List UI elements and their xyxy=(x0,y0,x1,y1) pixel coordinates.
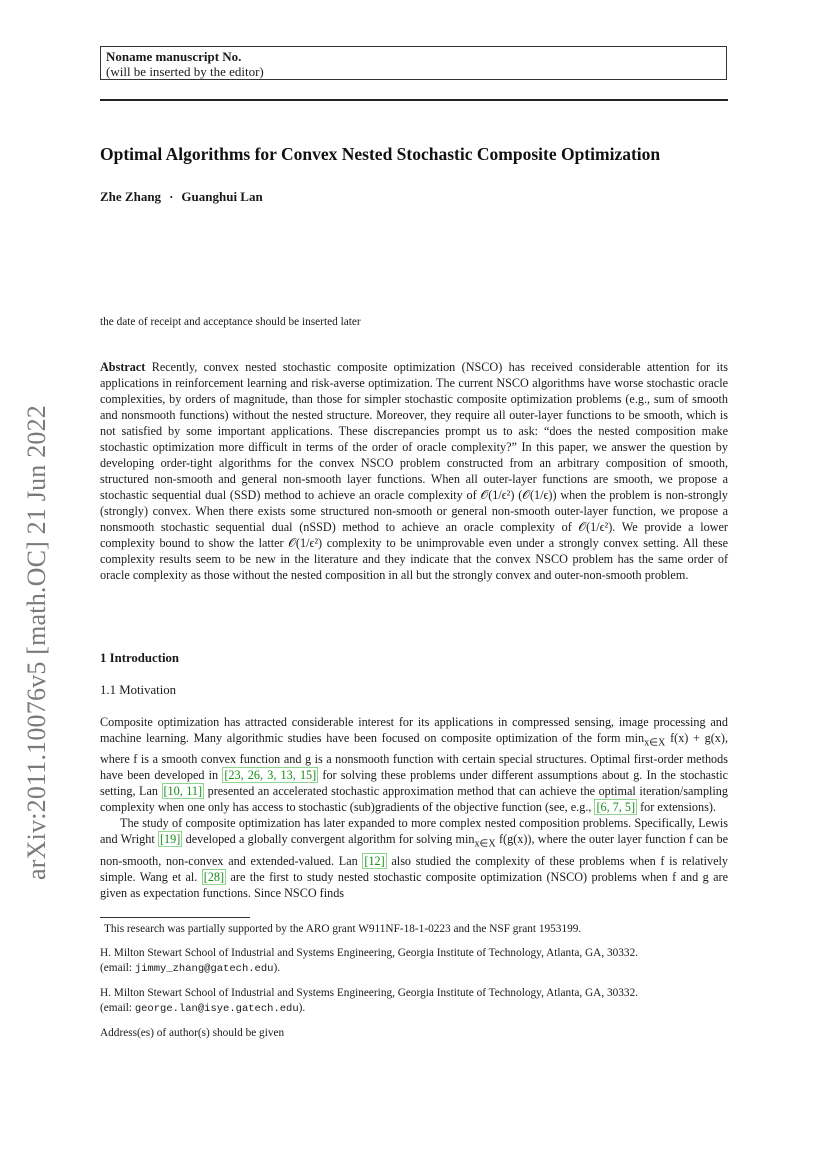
paper-title: Optimal Algorithms for Convex Nested Stochastic Composite Optimization xyxy=(100,144,661,164)
email-prefix: (email: xyxy=(100,962,135,974)
author-separator: · xyxy=(169,189,174,204)
affiliation-text: H. Milton Stewart School of Industrial and Systems Engineering, Georgia Institute of Technology, Atlanta, GA, 30332. xyxy=(100,947,639,959)
manuscript-number: Noname manuscript No. xyxy=(106,49,242,64)
citation-link[interactable]: [10, 11] xyxy=(163,784,203,799)
email-suffix: ). xyxy=(273,962,281,974)
email-suffix: ). xyxy=(298,1002,306,1014)
text-run: developed a globally convergent algorithm for solving min xyxy=(182,832,475,847)
text-run: are the first to study nested stochastic composite optimization (NSCO) problems when f and g are given as expectation functions. Since NSCO finds xyxy=(100,869,728,900)
email-line xyxy=(100,961,728,977)
text-run: The study of composite optimization has later expanded to more complex nested composition problems. Specifically, Lewis and Wright xyxy=(100,816,728,847)
header-rule xyxy=(100,99,728,101)
paragraph-2 xyxy=(100,815,728,900)
subscript: x∈X xyxy=(474,838,496,850)
citation-link[interactable]: [28] xyxy=(203,869,225,884)
citation-link[interactable]: [6, 7, 5] xyxy=(596,800,636,815)
receipt-note: the date of receipt and acceptance should be inserted later xyxy=(100,316,361,328)
subsection-heading: 1.1 Motivation xyxy=(100,683,177,697)
text-run: f(x) + g(x), where f is a smooth convex function and g is a nonsmooth function with certain special structures. Optimal first-order methods have been developed in xyxy=(100,731,728,783)
text-run: for solving these problems under different assumptions about g. In the stochastic setting, Lan xyxy=(100,768,728,799)
affiliation-text: H. Milton Stewart School of Industrial and Systems Engineering, Georgia Institute of Technology, Atlanta, GA, 30332. xyxy=(100,987,639,999)
abstract-text: Recently, convex nested stochastic composite optimization (NSCO) has received considerable attention for its applications in reinforcement learning and risk-averse optimization. The current NSCO algorithms have worse stochastic oracle complexities, by orders of magnitude, than those for simpler stochastic composite optimization problems (e.g., sum of smooth and nonsmooth functions) without the nested structure. Moreover, they require all outer-layer functions to be smooth, which is not satisfied by some important applications. These discrepancies prompt us to ask: “does the nested composition make stochastic optimization more difficult in terms of the order of oracle complexity?” In this paper, we answer the question by developing order-tight algorithms for the convex NSCO problem constructed from an arbitrary composition of smooth, structured non-smooth and general non-smooth layer functions. When all outer-layer functions are smooth, we propose a stochastic sequential dual (SSD) method to achieve an oracle complexity of 𝒪(1/ϵ²) (𝒪(1/ϵ)) when the problem is non-strongly (strongly) convex. When there exists some structured non-smooth or general non-smooth outer-layer function, we propose a nonsmooth stochastic sequential dual (nSSD) method to achieve an oracle complexity of 𝒪(1/ϵ²). We provide a lower complexity bound to show the latter 𝒪(1/ϵ²) complexity to be unimprovable even under a strongly convex setting. All these complexity results seem to be new in the literature and they indicate that the convex NSCO problem has the same order of oracle complexity as those without the nested composition in all but the strongly convex and outer-non-smooth problem. xyxy=(100,360,728,582)
text-run: also studied the complexity of these problems when f is relatively simple. Wang et al. xyxy=(100,853,729,884)
abstract-label: Abstract xyxy=(100,360,146,374)
email-line xyxy=(100,1001,728,1017)
citation-link[interactable]: [23, 26, 3, 13, 15] xyxy=(224,768,317,783)
text-run: Composite optimization has attracted considerable interest for its applications in compressed sensing, image processing and machine learning. Many algorithmic studies have been focused on composite optimization of the form min xyxy=(100,715,728,745)
arxiv-stamp: arXiv:2011.10076v5 [math.OC] 21 Jun 2022 xyxy=(22,405,51,880)
affiliation-2 xyxy=(100,986,728,1017)
author-1: Zhe Zhang xyxy=(100,189,162,204)
email-address[interactable]: jimmy_zhang@gatech.edu xyxy=(134,963,274,975)
editor-box xyxy=(100,46,727,80)
editor-note: (will be inserted by the editor) xyxy=(106,64,264,79)
citation-link[interactable]: [12] xyxy=(364,853,385,868)
paragraph-1 xyxy=(100,714,728,815)
author-line xyxy=(100,189,263,205)
section-heading: 1 Introduction xyxy=(100,651,180,665)
email-address[interactable]: george.lan@isye.gatech.edu xyxy=(134,1003,299,1015)
email-prefix: (email: xyxy=(100,1002,135,1014)
subscript: x∈X xyxy=(644,737,666,749)
intro-body xyxy=(100,714,728,901)
text-run: f(g(x)), where the outer layer function f can be non-smooth, non-convex and extended-valued. Lan xyxy=(100,832,728,868)
footnote-rule xyxy=(100,917,250,918)
author-2: Guanghui Lan xyxy=(181,189,263,204)
abstract xyxy=(100,359,728,583)
footnotes xyxy=(100,922,728,1050)
author-address-note: Address(es) of author(s) should be given xyxy=(100,1027,285,1039)
text-run: presented an accelerated stochastic approximation method that can achieve the optimal iteration/sampling complexity when one only has access to stochastic (sub)gradients of the objective function (see, e.g., xyxy=(100,784,728,815)
funding-note: This research was partially supported by the ARO grant W911NF-18-1-0223 and the NSF grant 1953199. xyxy=(104,923,582,935)
affiliation-1 xyxy=(100,946,728,977)
text-run: for extensions). xyxy=(637,800,716,815)
citation-link[interactable]: [19] xyxy=(160,832,181,847)
